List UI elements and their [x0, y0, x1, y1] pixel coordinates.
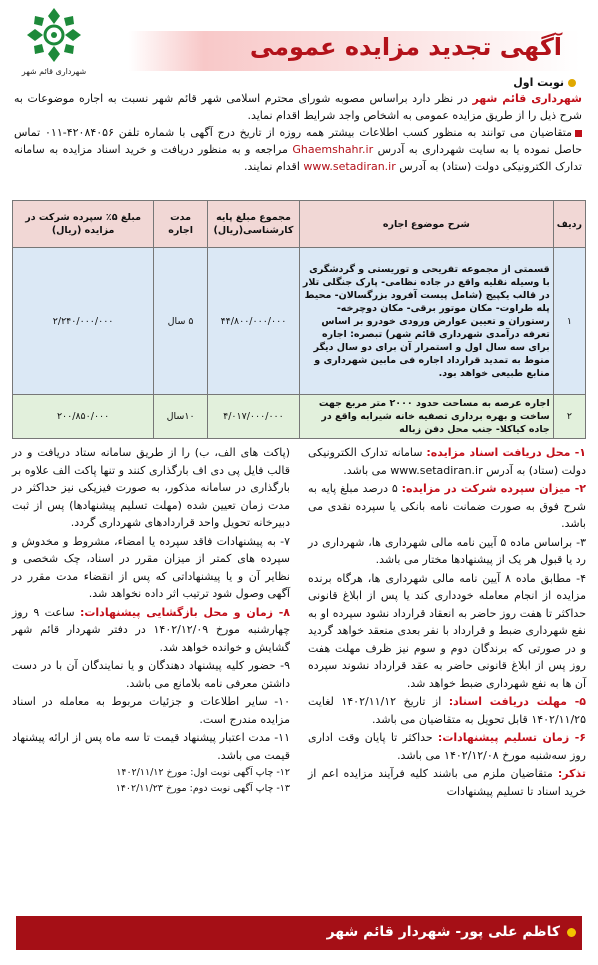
term-item — [308, 570, 586, 693]
mayor-signature: کاظم علی پور- شهردار قائم شهر — [326, 924, 560, 940]
term-item — [12, 693, 290, 728]
intro-p1-rest: در نظر دارد براساس مصوبه شورای محترم اسلامی شهر قائم شهر نسبت به اجاره موضوعات به شرح ذیل را از طریق مزایده عمومی به اشخاص واجد شرایط اقدام نماید. — [14, 92, 582, 122]
logo-caption: شهرداری قائم شهر — [21, 67, 87, 76]
term-label: ۵- مهلت دریافت اسناد: — [448, 695, 586, 708]
terms-column-right — [308, 444, 586, 801]
square-bullet-icon — [575, 130, 582, 137]
term-text: ساعت ۹ روز چهارشنبه مورخ ۱۴۰۲/۱۲/۰۹ در دفتر شهردار قائم شهر گشایش و خوانده خواهد شد. — [12, 605, 290, 654]
term-label: ۶- زمان تسلیم پیشنهادات: — [437, 731, 586, 744]
term-text: متقاضیان ملزم می باشند کلیه فرآیند مزایده اعم از خرید اسناد تا تسلیم پیشنهادات — [308, 767, 586, 798]
row-subject: اجاره عرصه به مساحت حدود ۲۰۰۰ متر مربع جهت ساخت و بهره برداری تصفیه خانه شیرابه واقع در جاده کیاکلا- جنب محل دفن زباله — [299, 395, 553, 439]
term-item — [12, 604, 290, 657]
header-deposit: مبلغ ۵٪ سپرده شرکت در مزایده (ریال) — [13, 201, 154, 248]
term-label: ۲- میزان سپرده شرکت در مزایده: — [401, 482, 586, 495]
term-item — [12, 657, 290, 692]
term-text: (پاکت های الف، ب) را از طریق سامانه ستاد دریافت و در قالب فایل پی دی اف بارگذاری کنند و تنها پاکت الف علاوه بر بارگذاری در سامانه مذکور، به صورت فیزیکی نیز حداکثر در مدت زمان تعیین شده (مهلت تسلیم پیشنهادها) پس از ثبت دبیرخانه تحویل واحد قراردادهای شهرداری گردد. — [12, 446, 290, 529]
municipality-emblem-icon — [23, 4, 85, 66]
term-text: ۱۳- چاپ آگهی نوبت دوم: مورخ ۱۴۰۲/۱۱/۲۳ — [115, 783, 290, 794]
term-text: ۴- مطابق ماده ۸ آیین نامه مالی شهرداری ها، هرگاه برنده مزایده از انجام معامله خودداری کند یا پس از ابلاغ قانونی حداکثر تا هفت روز حاضر به انعقاد قرارداد نشود سپرده او به نفع شهرداری ضبط و قرارداد با نفر بعدی منعقد خواهد گردید و در صورتی که برندگان دوم و سوم نیز ظرف مهلت هفت روز پس از ابلاغ قانونی حاضر به عقد قرارداد نشوند سپرده آن ها به نفع شهرداری ضبط خواهد شد. — [308, 571, 586, 690]
term-text: حداکثر تا پایان وقت اداری روز سه‌شنبه مورخ ۱۴۰۲/۱۲/۰۸ می باشد. — [308, 731, 586, 762]
row-subject: قسمتی از مجموعه تفریحی و توریستی و گردشگری با وسیله نقلیه واقع در جاده نظامی- پارک جنگلی تلار در قالب یکپیج (شامل پیست آفرود بزرگسالان- محیط پله طراوت- مکان موتور برقی- مکان دوچرخه- رستوران و تعیین عوارض ورودی خودرو بر اساس تعرفه درآمدی شهرداری قائم شهر) تبصره: اجاره برای سه سال اول و استمرار آن برای دو سال دیگر منوط به تمدید قرارداد اجاره فی مابین شهرداری و منابع طبیعی خواهد بود. — [299, 248, 553, 395]
round-dot-icon — [568, 79, 576, 87]
header-row-number: ردیف — [553, 201, 585, 248]
title-band — [110, 31, 580, 71]
term-text: ۵ درصد مبلغ پایه به شرح فوق به صورت ضمانت نامه بانکی یا سپرده نقدی می باشد. — [308, 482, 586, 530]
term-item — [12, 729, 290, 764]
row-duration: ۱۰سال — [154, 395, 208, 439]
round-badge — [513, 76, 576, 89]
ad-title: آگهی تجدید مزایده عمومی — [249, 33, 562, 61]
municipality-logo — [8, 4, 100, 88]
term-text: ۳- براساس ماده ۵ آیین نامه مالی شهرداری ها، شهرداری در رد یا قبول هر یک از پیشنهادها مختار می باشد. — [308, 535, 586, 566]
row-base-price: ۴/۰۱۷/۰۰۰/۰۰۰ — [207, 395, 299, 439]
term-item — [12, 781, 290, 796]
term-item — [308, 480, 586, 533]
row-duration: ۵ سال — [154, 248, 208, 395]
term-item — [12, 765, 290, 780]
intro-p2-b: مراجعه و به منظور دریافت و خرید اسناد مزایده به سامانه تدارک الکترونیکی دولت (ستاد) به آدرس — [14, 143, 582, 173]
intro-municipality: شهرداری قائم شهر — [472, 92, 582, 105]
table-row — [13, 248, 586, 395]
intro-paragraph-1 — [14, 90, 582, 124]
term-item — [12, 444, 290, 532]
term-text: ۷- به پیشنهادات فاقد سپرده یا امضاء، مشروط و مخدوش و سپرده های کمتر از میزان مقرر در اسناد، چک شخصی و نظایر آن و یا پیشنهاداتی که پس از انقضاء مدت مقرر در آگهی وصول شود ترتیب اثر داده نخواهد شد. — [12, 534, 290, 600]
term-item — [308, 444, 586, 479]
term-item — [308, 765, 586, 800]
term-item — [308, 534, 586, 569]
row-number: ۲ — [553, 395, 585, 439]
terms-section — [12, 444, 586, 912]
term-item — [308, 729, 586, 764]
term-label: ۱- محل دریافت اسناد مزایده: — [426, 446, 586, 459]
term-text: ۱۲- چاپ آگهی نوبت اول: مورخ ۱۴۰۲/۱۱/۱۲ — [116, 767, 290, 778]
row-deposit: ۲/۲۴۰/۰۰۰/۰۰۰ — [13, 248, 154, 395]
term-text: ۹- حضور کلیه پیشنهاد دهندگان و یا نمایندگان آن با در دست داشتن معرفی نامه بلامانع می باشد. — [12, 659, 290, 690]
round-label: نوبت اول — [513, 76, 564, 89]
row-deposit: ۲۰۰/۸۵۰/۰۰۰ — [13, 395, 154, 439]
table-row — [13, 395, 586, 439]
website-link-setadiran[interactable]: www.setadiran.ir — [303, 160, 396, 173]
ad-header — [0, 0, 598, 92]
intro-paragraph-2 — [14, 124, 582, 175]
header-base-price: مجموع مبلغ پایه کارشناسی(ریال) — [207, 201, 299, 248]
website-link-ghaemshahr[interactable]: Ghaemshahr.ir — [292, 143, 374, 156]
auction-table — [12, 200, 586, 439]
term-text: سامانه تدارک الکترونیکی دولت (ستاد) به آدرس www.setadiran.ir می باشد. — [308, 446, 586, 477]
header-subject: شرح موضوع اجاره — [299, 201, 553, 248]
term-text: از تاریخ ۱۴۰۲/۱۱/۱۲ لغایت ۱۴۰۲/۱۱/۲۵ قابل تحویل به متقاضیان می باشد. — [308, 695, 586, 726]
term-text: ۱۱- مدت اعتبار پیشنهاد قیمت تا سه ماه پس از ارائه پیشنهاد قیمت می باشد. — [12, 731, 290, 762]
term-label: ۸- زمان و محل بازگشایی پیشنهادات: — [79, 605, 290, 619]
term-text: ۱۰- سایر اطلاعات و جزئیات مربوط به معامله در اسناد مزایده مندرج است. — [12, 695, 290, 726]
signature-bar — [16, 916, 582, 950]
terms-column-left — [12, 444, 290, 797]
term-item — [12, 533, 290, 603]
term-label: تذکر: — [557, 767, 586, 780]
term-item — [308, 693, 586, 728]
table-header-row — [13, 201, 586, 248]
intro-text — [14, 90, 582, 175]
intro-p2-a: متقاضیان می توانند به منظور کسب اطلاعات بیشتر همه روزه از تاریخ درج آگهی با شماره تلفن ۴۲۰۸۴۰۵۶-۰۱۱ تماس حاصل نموده یا به سایت شهرداری به آدرس — [14, 126, 583, 156]
row-base-price: ۴۴/۸۰۰/۰۰۰/۰۰۰ — [207, 248, 299, 395]
intro-p2-c: اقدام نمایند. — [244, 160, 304, 173]
signature-dot-icon — [567, 928, 576, 937]
header-duration: مدت اجاره — [154, 201, 208, 248]
row-number: ۱ — [553, 248, 585, 395]
